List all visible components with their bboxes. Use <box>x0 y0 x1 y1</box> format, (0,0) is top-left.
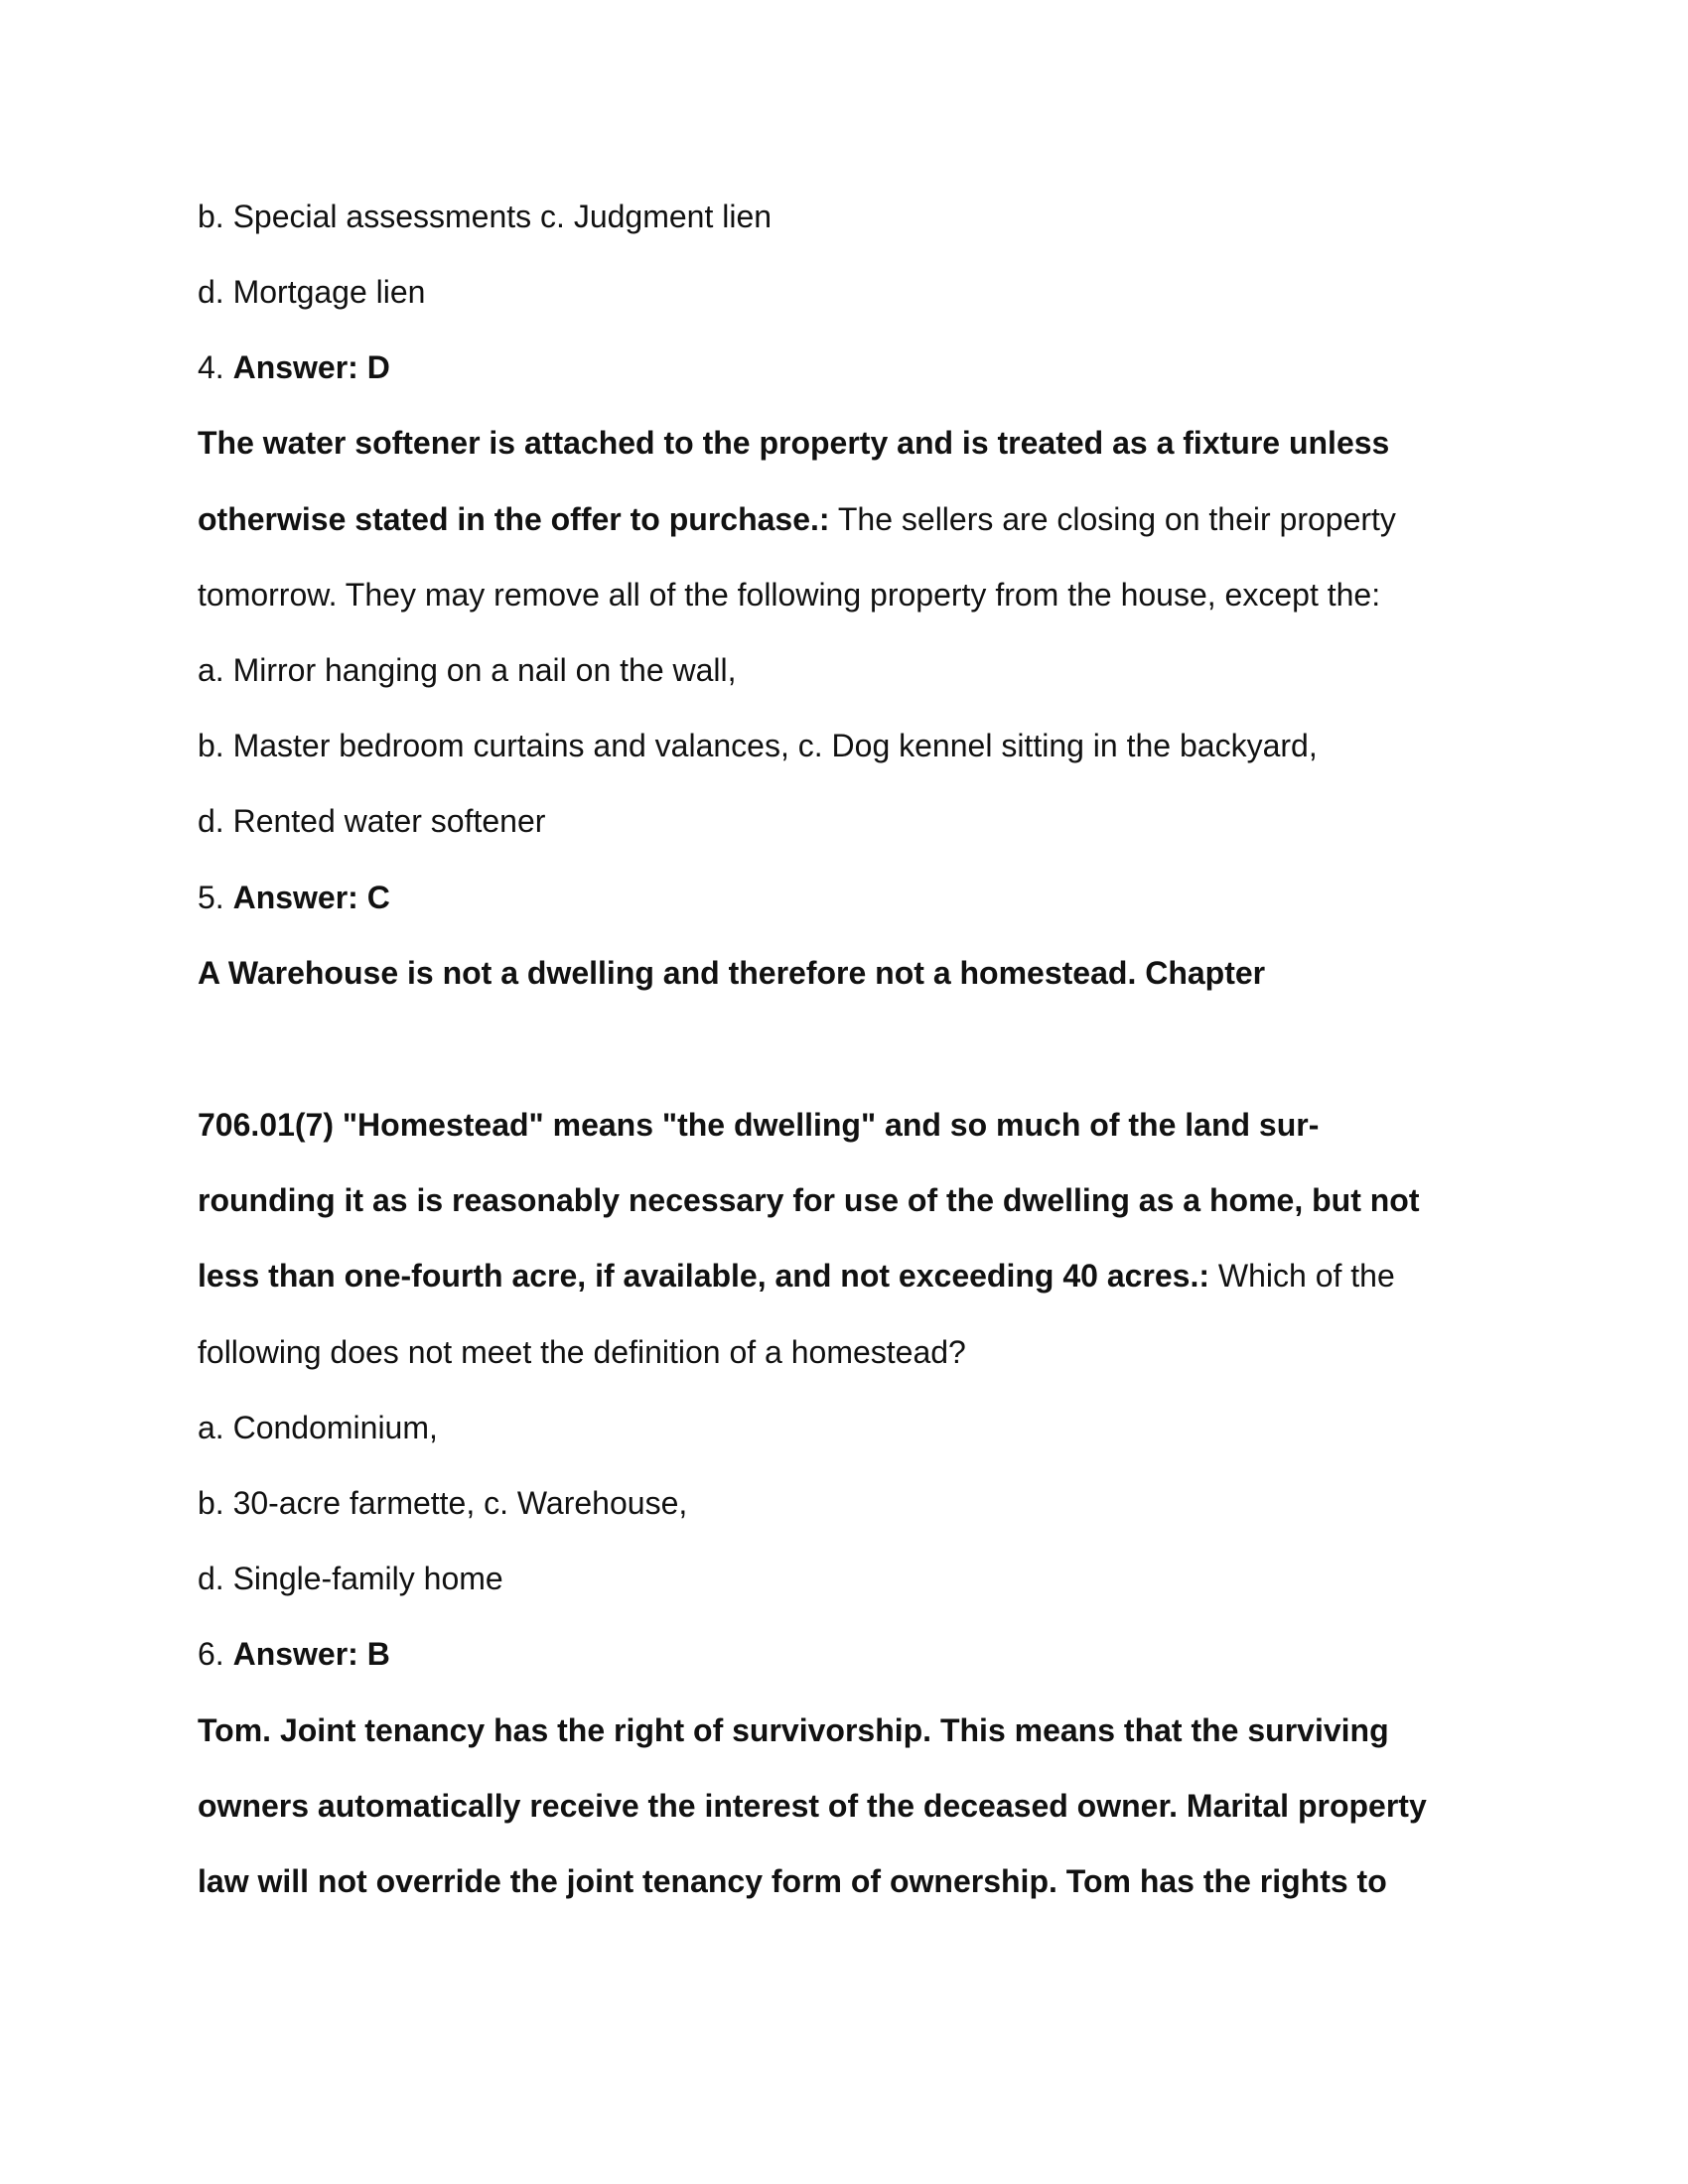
option-text: d. Single-family home <box>198 1561 503 1596</box>
question-line <box>198 1332 1508 1372</box>
explanation-line <box>198 1710 1508 1750</box>
question-text: The sellers are closing on their property <box>829 501 1396 537</box>
question-text: Which of the <box>1209 1258 1395 1294</box>
explanation-line <box>198 1180 1508 1220</box>
explanation-line <box>198 499 1508 539</box>
explanation-line <box>198 1861 1508 1901</box>
explanation-text: 706.01(7) "Homestead" means "the dwelling" and so much of the land sur- <box>198 1107 1320 1143</box>
explanation-text: law will not override the joint tenancy form of ownership. Tom has the rights to <box>198 1863 1387 1899</box>
option-text: a. Mirror hanging on a nail on the wall, <box>198 652 737 688</box>
question-number: 4. <box>198 349 233 385</box>
explanation-text: rounding it as is reasonably necessary for use of the dwelling as a home, but not <box>198 1182 1420 1218</box>
question-number: 5. <box>198 880 233 915</box>
explanation-line <box>198 1105 1508 1145</box>
text-line <box>198 197 1508 236</box>
answer-label: Answer: D <box>232 349 390 385</box>
option-text: b. 30-acre farmette, c. Warehouse, <box>198 1485 688 1521</box>
answer-line <box>198 878 1508 917</box>
answer-label: Answer: C <box>232 880 390 915</box>
question-line <box>198 575 1508 614</box>
explanation-line <box>198 1256 1508 1296</box>
explanation-text: A Warehouse is not a dwelling and therefore not a homestead. Chapter <box>198 955 1266 991</box>
answer-line <box>198 347 1508 387</box>
answer-label: Answer: B <box>232 1636 390 1672</box>
option-text: d. Rented water softener <box>198 803 546 839</box>
option-text: a. Condominium, <box>198 1410 438 1445</box>
explanation-line <box>198 953 1508 993</box>
answer-line <box>198 1634 1508 1674</box>
question-number: 6. <box>198 1636 233 1672</box>
explanation-text: less than one-fourth acre, if available, and not exceeding 40 acres.: <box>198 1258 1209 1294</box>
option-text: b. Master bedroom curtains and valances, c. Dog kennel sitting in the backyard, <box>198 728 1318 763</box>
explanation-line <box>198 1786 1508 1826</box>
explanation-text: The water softener is attached to the property and is treated as a fixture unless <box>198 425 1390 461</box>
option-text: d. Mortgage lien <box>198 274 426 310</box>
option-line <box>198 1408 1508 1447</box>
text-line <box>198 272 1508 312</box>
option-line <box>198 801 1508 841</box>
explanation-text: owners automatically receive the interest of the deceased owner. Marital property <box>198 1788 1427 1824</box>
explanation-text: Tom. Joint tenancy has the right of survivorship. This means that the surviving <box>198 1712 1389 1748</box>
option-line <box>198 1483 1508 1523</box>
question-text: following does not meet the definition of a homestead? <box>198 1334 966 1370</box>
explanation-text: otherwise stated in the offer to purchase.: <box>198 501 830 537</box>
option-line <box>198 650 1508 690</box>
question-text: tomorrow. They may remove all of the following property from the house, except the: <box>198 577 1381 613</box>
option-line <box>198 726 1508 765</box>
option-line <box>198 1559 1508 1598</box>
option-text: b. Special assessments c. Judgment lien <box>198 199 773 234</box>
explanation-line <box>198 423 1508 463</box>
